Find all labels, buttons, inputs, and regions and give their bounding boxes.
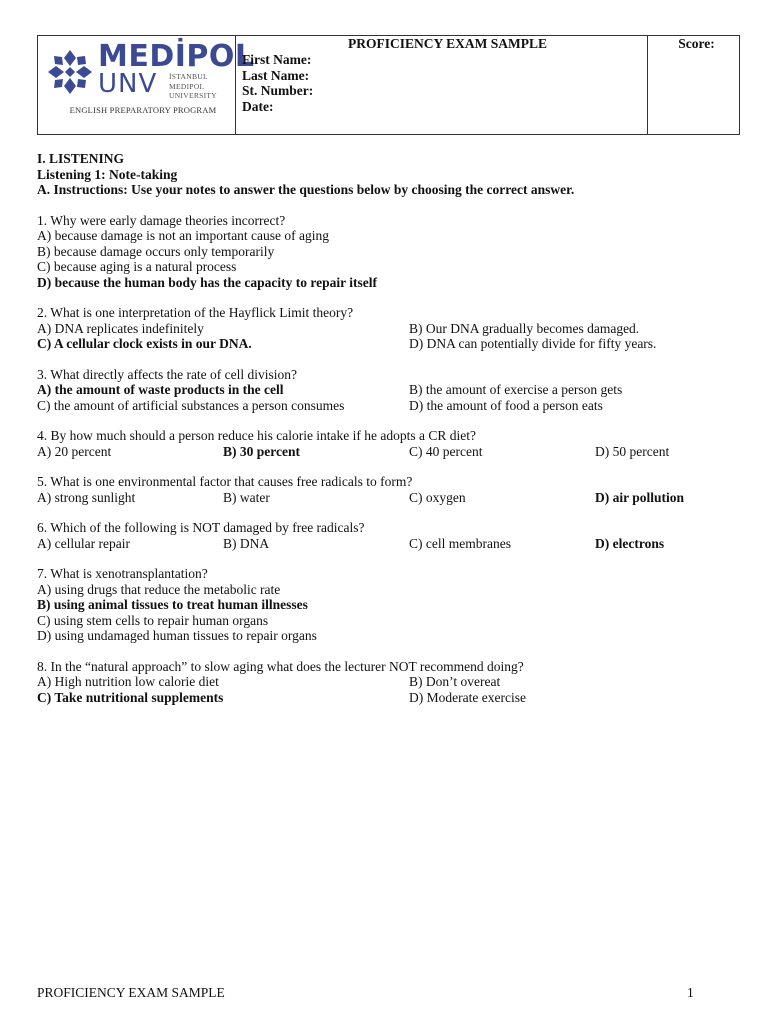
exam-body — [37, 151, 737, 705]
option: C) the amount of artificial substances a person consumes — [37, 397, 345, 413]
option: B) DNA — [223, 535, 270, 551]
option-correct: A) the amount of waste products in the cell — [37, 382, 284, 397]
question-stem: 3. What directly affects the rate of cell division? — [37, 366, 298, 382]
page-number: 1 — [687, 985, 694, 1000]
logo-cell — [38, 36, 255, 134]
option: D) Moderate exercise — [409, 689, 526, 705]
option: B) Our DNA gradually becomes damaged. — [409, 320, 640, 336]
footer-title: PROFICIENCY EXAM SAMPLE — [37, 985, 225, 1000]
student-info-cell — [236, 36, 648, 134]
option: A) because damage is not an important cause of aging — [37, 228, 330, 243]
option: A) High nutrition low calorie diet — [37, 674, 219, 689]
option: A) strong sunlight — [37, 489, 136, 505]
date-field: Date: — [242, 98, 274, 114]
options-row — [37, 336, 737, 352]
program-name: ENGLISH PREPARATORY PROGRAM — [69, 105, 217, 115]
option: B) the amount of exercise a person gets — [409, 382, 623, 397]
option: D) DNA can potentially divide for fifty years. — [409, 336, 657, 351]
instructions: A. Instructions: Use your notes to answer the questions below by choosing the correct answer. — [37, 182, 575, 197]
option: D) 50 percent — [595, 443, 670, 459]
options-row — [37, 674, 737, 690]
exam-title: PROFICIENCY EXAM SAMPLE — [348, 36, 547, 51]
option: B) water — [223, 489, 270, 505]
option-correct: B) using animal tissues to treat human illnesses — [37, 597, 308, 612]
option-correct: D) because the human body has the capacity to repair itself — [37, 274, 377, 290]
logo-name-line2: UNV — [98, 69, 158, 99]
option-correct: C) Take nutritional supplements — [37, 689, 224, 705]
section-subheading: Listening 1: Note-taking — [37, 166, 178, 182]
options-row — [37, 321, 737, 337]
option: B) because damage occurs only temporarily — [37, 243, 275, 259]
question-stem: 1. Why were early damage theories incorrect? — [37, 212, 286, 228]
option: D) using undamaged human tissues to repair organs — [37, 628, 317, 643]
question-stem: 7. What is xenotransplantation? — [37, 566, 208, 581]
option: A) cellular repair — [37, 535, 130, 551]
option: C) because aging is a natural process — [37, 259, 237, 274]
option: A) 20 percent — [37, 443, 112, 459]
options-row — [37, 444, 737, 460]
option-correct: C) A cellular clock exists in our DNA. — [37, 336, 252, 351]
question-stem: 4. By how much should a person reduce his calorie intake if he adopts a CR diet? — [37, 428, 477, 443]
option: B) Don’t overeat — [409, 674, 501, 689]
options-row — [37, 490, 737, 506]
options-row — [37, 536, 737, 552]
option: C) 40 percent — [409, 443, 483, 459]
option: A) DNA replicates indefinitely — [37, 320, 204, 336]
question-stem: 6. Which of the following is NOT damaged by free radicals? — [37, 520, 365, 535]
option-correct: D) air pollution — [595, 489, 685, 505]
section-heading: I. LISTENING — [37, 151, 125, 166]
options-row — [37, 690, 737, 706]
question-stem: 2. What is one interpretation of the Hayflick Limit theory? — [37, 305, 354, 320]
option: C) oxygen — [409, 489, 466, 505]
logo-subtitle: İSTANBUL MEDIPOL UNIVERSITY — [169, 72, 217, 100]
score-label: Score: — [678, 36, 715, 51]
question-stem: 5. What is one environmental factor that causes free radicals to form? — [37, 474, 413, 489]
header-table — [37, 35, 740, 135]
option: C) cell membranes — [409, 535, 511, 551]
medipol-logo-icon — [46, 48, 94, 96]
logo-name-line1: MEDİPOL — [98, 39, 255, 74]
score-cell — [648, 36, 739, 134]
option-correct: D) electrons — [595, 535, 665, 551]
option: A) using drugs that reduce the metabolic rate — [37, 581, 281, 597]
option: D) the amount of food a person eats — [409, 397, 603, 413]
options-row — [37, 398, 737, 414]
option-correct: B) 30 percent — [223, 443, 300, 459]
first-name-field: First Name: — [242, 52, 312, 67]
option: C) using stem cells to repair human organs — [37, 612, 269, 628]
options-row — [37, 382, 737, 398]
last-name-field: Last Name: — [242, 67, 310, 83]
student-fields — [242, 52, 313, 114]
question-stem: 8. In the “natural approach” to slow aging what does the lecturer NOT recommend doing? — [37, 658, 524, 674]
student-number-field: St. Number: — [242, 83, 314, 98]
